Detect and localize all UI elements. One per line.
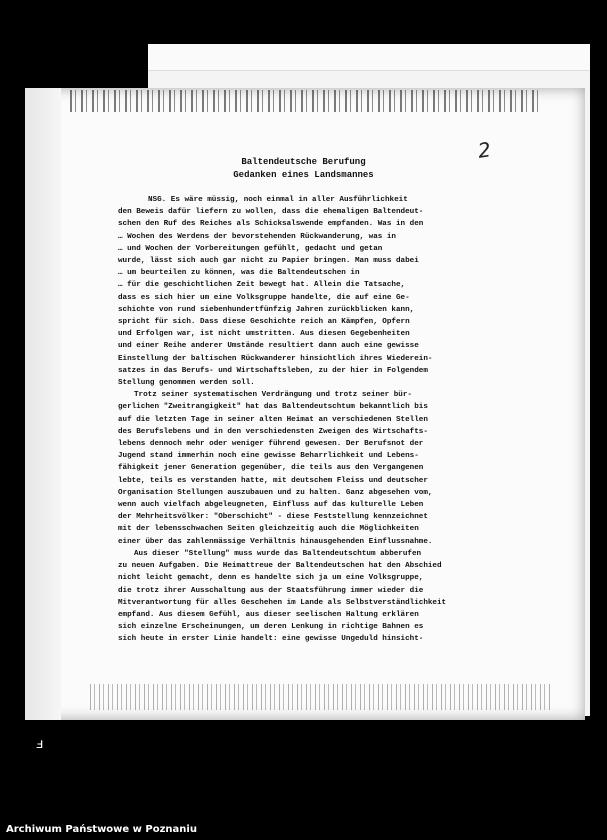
text-line: Organisation Stellungen auszubauen und zu halten. Ganz abgesehen vom, [118,488,433,497]
text-line: gerlichen "Zweitrangigkeit" hat das Baltendeutschtum bekanntlich bis [118,403,428,412]
text-line: die trotz ihrer Ausschaltung aus der Staatsführung immer wieder die [118,586,424,595]
text-line: den Beweis dafür liefern zu wollen, dass die ehemaligen Baltendeut- [118,208,424,217]
page-margin-shadow [25,88,61,720]
text-line: … um beurteilen zu können, was die Baltendeutschen in [118,269,360,278]
archive-label: Archiwum Państwowe w Poznaniu [6,824,197,835]
scan-mark: ⅎ [36,736,44,752]
text-line: spricht für sich. Dass diese Geschichte reich an Kämpfen, Opfern [118,318,410,327]
text-line: lebte, teils es verstanden hatte, mit deutschem Fleiss und deutscher [118,476,428,485]
text-line: Mitverantwortung für alles Geschehen im Lande als Selbstverständlichkeit [118,598,447,607]
text-line: sich einzelne Erscheinungen, um deren Lenkung in richtige Bahnen es [118,623,424,632]
text-line: fähigkeit jener Generation gegenüber, die teils aus den Vergangenen [118,464,424,473]
text-line: mit der lebensschwachen Seiten gleichzeitig auch die Möglichkeiten [118,525,419,534]
document-body [118,194,528,646]
text-line: schichte von rund siebenhundertfünfzig Jahren zurückblicken kann, [118,305,415,314]
document-subtitle: Gedanken eines Landsmannes [233,170,374,180]
text-line: … Wochen des Werdens der bevorstehenden Rückwanderung, was in [118,232,396,241]
text-line: dass es sich hier um eine Volksgruppe handelte, die auf eine Ge- [118,293,410,302]
text-line: Einstellung der baltischen Rückwanderer hinsichtlich ihres Wiederein- [118,354,433,363]
text-line: und einer Reihe anderer Umstände resultiert dann auch eine gewisse [118,342,419,351]
text-line: nicht leicht gemacht, denn es handelte sich ja um eine Volksgruppe, [118,574,424,583]
text-line: zu neuen Aufgaben. Die Heimattreue der Baltendeutschen hat den Abschied [118,562,442,571]
text-line: des Berufslebens und in den verschiedensten Zweigen des Wirtschafts- [118,427,428,436]
text-line: NSG. Es wäre müssig, noch einmal in aller Ausführlichkeit [148,196,408,204]
page-number: 2 [476,137,493,163]
text-line: der Mehrheitsvölker: "Oberschicht" - diese Feststellung kennzeichnet [118,513,428,522]
text-line: Jugend stand immerhin noch eine gewisse Beharrlichkeit und Lebens- [118,452,419,461]
text-line: wenn auch vielfach abgeleugneten, Einfluss auf das kulturelle Leben [118,501,424,510]
text-line: und Erfolgen war, ist nicht umstritten. Aus diesen Gegebenheiten [118,330,410,339]
document-title: Baltendeutsche Berufung [241,157,366,167]
text-line: Aus dieser "Stellung" muss wurde das Baltendeutschtum abberufen [134,549,422,558]
scan-noise-bottom [90,684,550,710]
text-line: … und Wochen der Vorbereitungen gefühlt, gedacht und getan [118,244,383,253]
text-line: satzes in das Berufs- und Wirtschaftsleben, zu der hier in Folgendem [118,366,428,375]
text-line: einer über das zahlenmässige Verhältnis hinausgehenden Einflussnahme. [118,537,433,546]
text-line: sich heute in erster Linie handelt: eine gewisse Ungeduld hinsicht- [118,635,424,644]
text-line: lebens dennoch mehr oder weniger führend gewesen. Der Berufsnot der [118,440,424,449]
text-line: Trotz seiner systematischen Verdrängung und trotz seiner bür- [134,391,412,400]
text-line: auf die letzten Tage in seiner alten Heimat an verschiedenen Stellen [118,415,428,424]
text-line: empfand. Aus diesem Gefühl, aus dieser seelischen Haltung erklären [118,610,419,619]
text-line: … für die geschichtlichen Zeit bewegt hat. Allein die Tatsache, [118,281,406,290]
text-line: wurde, lässt sich auch gar nicht zu Papier bringen. Man muss dabei [118,257,419,266]
text-line: schen den Ruf des Reiches als Schicksalswende empfanden. Was in den [118,220,424,229]
scan-noise-top [70,90,540,112]
text-line: Stellung genommen werden soll. [118,379,255,388]
back-sheet-edge [148,44,590,71]
